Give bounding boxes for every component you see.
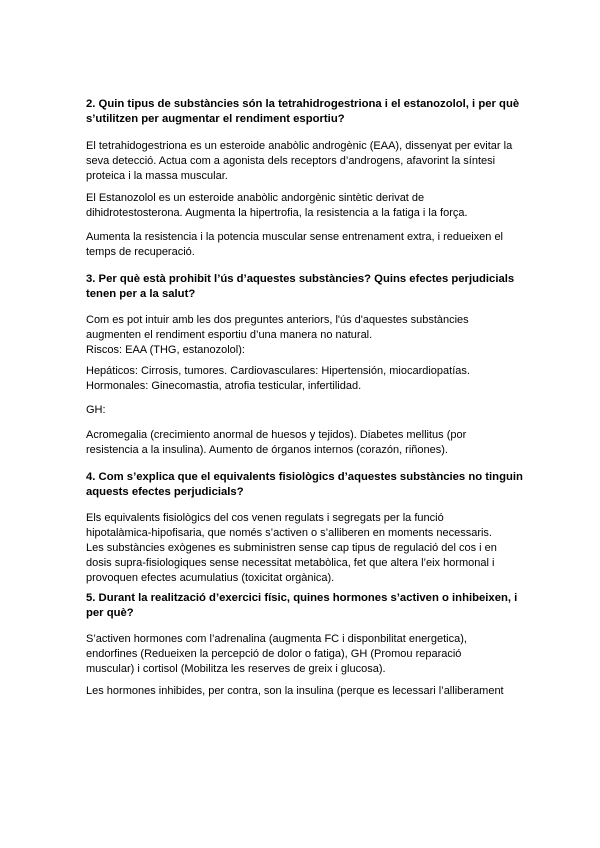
question-4-paragraph-1 xyxy=(86,511,497,586)
text-line: Hepáticos: Cirrosis, tumores. Cardiovasculares: Hipertensión, miocardiopatías. xyxy=(86,365,470,377)
heading-line: 2. Quin tipus de substàncies són la tetrahidrogestriona i el estanozolol, i per què xyxy=(86,98,520,110)
text-line: Acromegalia (crecimiento anormal de huesos y tejidos). Diabetes mellitus (por xyxy=(86,429,467,441)
text-line: seva detecció. Actua com a agonista dels receptors d’androgens, afavorint la síntesi xyxy=(86,155,496,167)
text-line: dosis supra-fisiologiques sense necessitat metabòlica, fet que altera l’eix hormonal i xyxy=(86,557,495,569)
text-line: GH: xyxy=(86,404,106,416)
text-line: El tetrahidogestriona es un esteroide anabòlic androgènic (EAA), dissenyat per evitar la xyxy=(86,140,513,152)
text-line: Les hormones inhibides, per contra, son la insulina (perque es lecessari l’alliberament xyxy=(86,685,504,697)
text-line: resistencia a la insulina). Aumento de órganos internos (corazón, riñones). xyxy=(86,444,448,456)
heading-line: s’utilitzen per augmentar el rendiment esportiu? xyxy=(86,113,345,125)
heading-line: 3. Per què està prohibit l’ús d’aquestes substàncies? Quins efectes perjudicials xyxy=(86,273,515,285)
question-5-paragraph-1 xyxy=(86,632,467,677)
text-line: Els equivalents fisiològics del cos venen regulats i segregats per la funció xyxy=(86,512,444,524)
question-2-paragraph-3 xyxy=(86,230,503,260)
heading-line: 4. Com s’explica que el equivalents fisiològics d’aquestes substàncies no tinguin xyxy=(86,471,523,483)
question-5-heading xyxy=(86,591,517,621)
text-line: muscular) i cortisol (Mobilitza les reserves de greix i glucosa). xyxy=(86,663,386,675)
text-line: Hormonales: Ginecomastia, atrofia testicular, infertilidad. xyxy=(86,380,362,392)
heading-line: aquests efectes perjudicials? xyxy=(86,486,244,498)
text-line: proteica i la massa muscular. xyxy=(86,170,228,182)
question-5-paragraph-2 xyxy=(86,684,504,699)
question-3-heading xyxy=(86,272,514,302)
text-line: endorfines (Redueixen la percepció de dolor o fatiga), GH (Promou reparació xyxy=(86,648,462,660)
heading-line: tenen per a la salut? xyxy=(86,288,196,300)
question-4-heading xyxy=(86,470,523,500)
question-3-paragraph-2 xyxy=(86,364,470,394)
text-line: temps de recuperació. xyxy=(86,246,195,258)
text-line: Aumenta la resistencia i la potencia muscular sense entrenament extra, i redueixen el xyxy=(86,231,504,243)
text-line: Com es pot intuir amb les dos preguntes anteriors, l'ús d'aquestes substàncies xyxy=(86,314,469,326)
question-2-heading xyxy=(86,97,519,127)
text-line: hipotalàmica-hipofisaria, que només s’activen o s’alliberen en moments necessaris. xyxy=(86,527,492,539)
text-line: El Estanozolol es un esteroide anabòlic andorgènic sintètic derivat de xyxy=(86,192,425,204)
question-3-paragraph-1 xyxy=(86,313,469,358)
text-line: S’activen hormones com l’adrenalina (augmenta FC i disponbilitat energetica), xyxy=(86,633,467,645)
question-2-paragraph-1 xyxy=(86,139,512,184)
text-line: provoquen efectes acumulatius (toxicitat orgànica). xyxy=(86,572,335,584)
question-3-paragraph-3 xyxy=(86,403,106,418)
heading-line: per què? xyxy=(86,607,134,619)
text-line: augmenten el rendiment esportiu d’una manera no natural. xyxy=(86,329,373,341)
text-line: Riscos: EAA (THG, estanozolol): xyxy=(86,344,245,356)
question-2-paragraph-2 xyxy=(86,191,468,221)
text-line: dihidrotestosterona. Augmenta la hipertrofia, la resistencia a la fatiga i la força. xyxy=(86,207,468,219)
heading-line: 5. Durant la realització d’exercici físic, quines hormones s’activen o inhibeixen, i xyxy=(86,592,518,604)
text-line: Les substàncies exògenes es subministren sense cap tipus de regulació del cos i en xyxy=(86,542,497,554)
question-3-paragraph-4 xyxy=(86,428,466,458)
